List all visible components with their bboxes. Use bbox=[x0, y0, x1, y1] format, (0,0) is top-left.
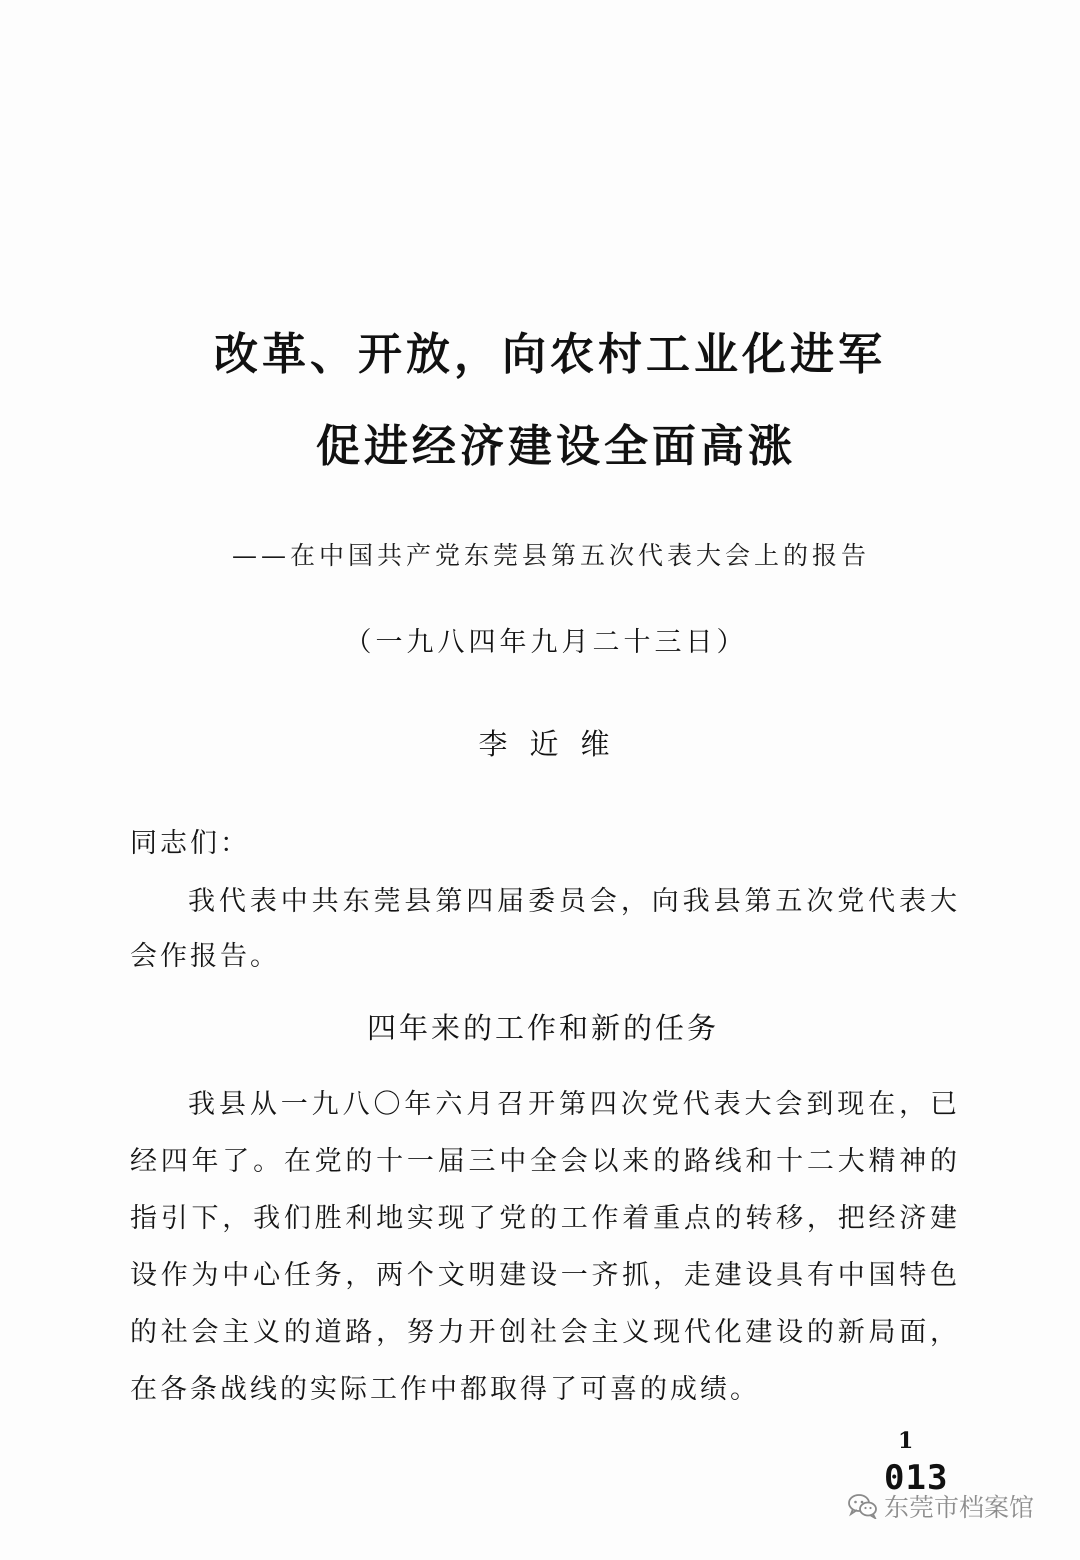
wechat-icon bbox=[848, 1493, 878, 1519]
paragraph-2: 我县从一九八〇年六月召开第四次党代表大会到现在，已经四年了。在党的十一届三中全会以来的路线和十二大精神的指引下，我们胜利地实现了党的工作着重点的转移，把经济建设作为中心任务，两个文明建设一齐抓，走建设具有中国特色的社会主义的道路，努力开创社会主义现代化建设的新局面，在各条战线的实际工作中都取得了可喜的成绩。 bbox=[130, 1089, 960, 1405]
watermark-text: 东莞市档案馆 bbox=[884, 1493, 1035, 1522]
document-title-line1: 改革、开放，向农村工业化进军 bbox=[214, 329, 886, 380]
document-title-line2: 促进经济建设全面高涨 bbox=[316, 421, 796, 472]
page-number: 1 bbox=[898, 1428, 914, 1454]
document-date: （一九八四年九月二十三日） bbox=[344, 627, 748, 658]
archive-number: 013 bbox=[884, 1458, 949, 1498]
paragraph-1: 我代表中共东莞县第四届委员会，向我县第五次党代表大会作报告。 bbox=[130, 886, 960, 972]
document-subtitle: ——在中国共产党东莞县第五次代表大会上的报告 bbox=[232, 541, 871, 570]
watermark bbox=[848, 1488, 1034, 1524]
salutation: 同志们： bbox=[130, 828, 250, 859]
document-author: 李近维 bbox=[478, 727, 632, 761]
section-heading: 四年来的工作和新的任务 bbox=[366, 1011, 719, 1045]
